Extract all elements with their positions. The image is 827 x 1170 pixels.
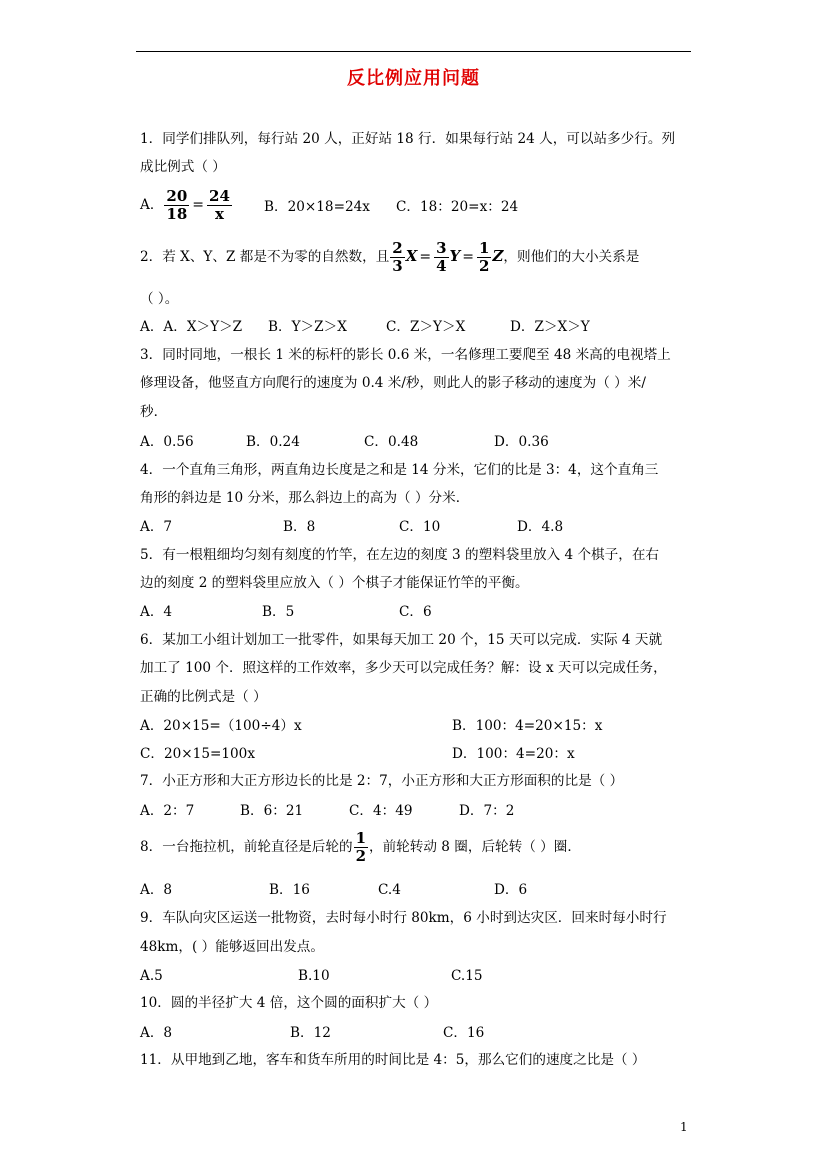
q2-option-c: C．Z＞Y＞X xyxy=(386,319,466,335)
q2-fraction1 xyxy=(390,240,404,275)
fraction-numerator: 2 xyxy=(392,239,403,257)
equals-sign: = xyxy=(419,249,432,265)
q7-line1: 7．小正方形和大正方形边长的比是 2：7，小正方形和大正方形面积的比是（ ） xyxy=(140,773,624,789)
q3-option-b: B．0.24 xyxy=(246,434,300,450)
q5-line1: 5．有一根粗细均匀刻有刻度的竹竿，在左边的刻度 3 的塑料袋里放入 4 个棋子，在右 xyxy=(140,547,660,563)
q1-line1: 1．同学们排队列，每行站 20 人，正好站 18 行．如果每行站 24 人，可以站多少行。列 xyxy=(140,131,676,147)
q7-option-a: A．2：7 xyxy=(140,803,195,819)
q4-line1: 4．一个直角三角形，两直角边长度是之和是 14 分米，它们的比是 3：4，这个直角三 xyxy=(140,462,659,478)
q4-line2: 角形的斜边是 10 分米，那么斜边上的高为（ ）分米． xyxy=(140,490,470,506)
q8-option-c: C.4 xyxy=(378,882,401,898)
q2-fraction2 xyxy=(434,240,448,275)
q9-option-a: A.5 xyxy=(140,968,163,984)
fraction-numerator: 24 xyxy=(209,187,230,205)
q10-option-b: B．12 xyxy=(290,1025,331,1041)
fraction-numerator: 20 xyxy=(166,187,188,205)
q5-option-c: C．6 xyxy=(399,604,432,620)
q2-fraction3 xyxy=(477,240,491,275)
q2-option-a: A．A．X＞Y＞Z xyxy=(140,319,243,335)
q10-option-a: A．8 xyxy=(140,1025,173,1041)
q1-option-a-prefix: A． xyxy=(140,197,164,213)
q11-line1: 11．从甲地到乙地，客车和货车所用的时间比是 4：5，那么它们的速度之比是（ ） xyxy=(140,1052,646,1068)
fraction-denominator: x xyxy=(214,205,224,223)
q4-option-c: C．10 xyxy=(399,519,441,535)
equals-sign: = xyxy=(462,249,474,265)
q2-option-b: B．Y＞Z＞X xyxy=(268,319,347,335)
q3-option-d: D．0.36 xyxy=(494,434,549,450)
q7-option-c: C．4：49 xyxy=(349,803,413,819)
q6-option-b: B．100：4=20×15：x xyxy=(452,718,603,734)
q3-line3: 秒． xyxy=(140,404,168,420)
fraction-numerator: 3 xyxy=(436,239,447,257)
q3-line2: 修理设备，他竖直方向爬行的速度为 0.4 米/秒，则此人的影子移动的速度为（ ）米/ xyxy=(140,375,646,391)
q3-option-c: C．0.48 xyxy=(364,434,419,450)
q8-line1 xyxy=(140,830,581,865)
q8-option-b: B．16 xyxy=(269,882,310,898)
q1-option-b: B．20×18=24x xyxy=(264,199,370,215)
q2-line1 xyxy=(140,240,639,275)
q9-option-c: C.15 xyxy=(451,968,483,984)
q9-line1: 9．车队向灾区运送一批物资，去时每小时行 80km，6 小时到达灾区．回来时每小时行 xyxy=(140,910,667,926)
q4-option-b: B．8 xyxy=(283,519,316,535)
q5-line2: 边的刻度 2 的塑料袋里应放入（ ）个棋子才能保证竹竿的平衡。 xyxy=(140,575,529,591)
fraction-denominator: 18 xyxy=(166,205,188,223)
q4-option-d: D．4.8 xyxy=(517,519,564,535)
q2-prefix: 2．若 X、Y、Z 都是不为零的自然数，且 xyxy=(140,249,390,265)
variable-z: Z xyxy=(492,247,504,265)
q1-line2: 成比例式（ ） xyxy=(140,159,226,175)
q8-fraction xyxy=(354,830,368,865)
q9-option-b: B.10 xyxy=(298,968,330,984)
q3-line1: 3．同时同地，一根长 1 米的标杆的影长 0.6 米，一名修理工要爬至 48 米高的电视塔上 xyxy=(140,347,671,363)
header-rule xyxy=(136,51,691,52)
q8-option-d: D．6 xyxy=(494,882,528,898)
fraction-denominator: 2 xyxy=(355,847,366,865)
q8-suffix: ，前轮转动 8 圈，后轮转（ ）圈． xyxy=(369,839,581,855)
q1-option-a xyxy=(140,188,233,223)
variable-x: X xyxy=(405,247,418,265)
fraction-denominator: 3 xyxy=(392,257,403,275)
q1-option-c: C．18：20=x：24 xyxy=(396,199,519,215)
q9-line2: 48km，( ）能够返回出发点。 xyxy=(140,939,324,955)
q10-line1: 10．圆的半径扩大 4 倍，这个圆的面积扩大（ ） xyxy=(140,995,438,1011)
fraction-numerator: 1 xyxy=(355,829,366,847)
q7-option-d: D．7：2 xyxy=(459,803,515,819)
q5-option-a: A．4 xyxy=(140,604,173,620)
q8-prefix: 8．一台拖拉机，前轮直径是后轮的 xyxy=(140,839,353,855)
q10-option-c: C．16 xyxy=(443,1025,485,1041)
q2-suffix: ，则他们的大小关系是 xyxy=(503,249,640,265)
q6-option-a: A．20×15=（100÷4）x xyxy=(140,718,302,734)
q7-option-b: B．6：21 xyxy=(240,803,304,819)
q6-line2: 加工了 100 个．照这样的工作效率，多少天可以完成任务？解：设 x 天可以完成任务， xyxy=(140,660,667,676)
q4-option-a: A．7 xyxy=(140,519,173,535)
fraction-denominator: 2 xyxy=(479,257,490,275)
q3-option-a: A．0.56 xyxy=(140,434,194,450)
q6-option-d: D．100：4=20：x xyxy=(452,746,575,762)
equals-sign: = xyxy=(192,197,205,213)
q1-option-a-fraction1 xyxy=(164,188,189,223)
q5-option-b: B．5 xyxy=(262,604,295,620)
q6-line1: 6．某加工小组计划加工一批零件，如果每天加工 20 个，15 天可以完成．实际 4 天就 xyxy=(140,632,663,648)
page-number: 1 xyxy=(680,1120,688,1134)
q2-option-d: D．Z＞X＞Y xyxy=(510,319,590,335)
page-title: 反比例应用问题 xyxy=(347,68,480,89)
q8-option-a: A．8 xyxy=(140,882,173,898)
variable-y: Y xyxy=(449,247,461,265)
q2-line2: （ ）。 xyxy=(140,291,179,307)
fraction-denominator: 4 xyxy=(436,257,447,275)
fraction-numerator: 1 xyxy=(479,239,490,257)
q6-line3: 正确的比例式是（ ） xyxy=(140,689,267,705)
q1-option-a-fraction2 xyxy=(207,188,232,223)
q6-option-c: C．20×15=100x xyxy=(140,746,255,762)
